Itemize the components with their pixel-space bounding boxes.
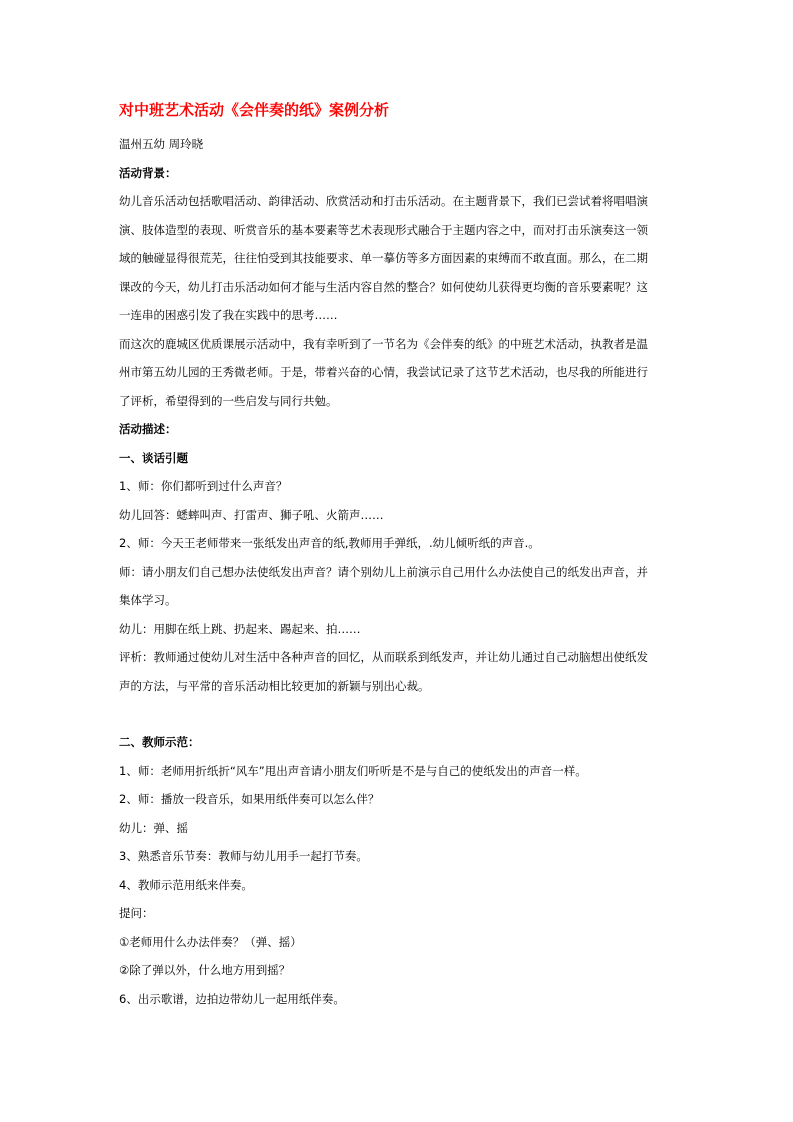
s1-answer-1: 幼儿回答：蟋蟀叫声、打雷声、狮子吼、火箭声……: [119, 507, 384, 522]
background-paragraph-1: [119, 187, 679, 330]
section-2-heading: 二、教师示范：: [119, 735, 200, 749]
paragraph-line: 课改的今天，幼儿打击乐活动如何才能与生活内容自然的整合？如何使幼儿获得更均衡的音乐要素呢？这: [119, 279, 648, 294]
paragraph-line: 演、肢体造型的表现、听赏音乐的基本要素等艺术表现形式融合于主题内容之中，而对打击乐演奏这一领: [119, 222, 648, 237]
paragraph-line: 一连串的困惑引发了我在实践中的思考……: [119, 308, 338, 322]
s1-question-3: [119, 558, 679, 615]
paragraph-line: 评析：教师通过使幼儿对生活中各种声音的回忆，从而联系到纸发声，并让幼儿通过自己动脑想出使纸发: [119, 650, 648, 664]
s2-ask-label: 提问：: [119, 906, 154, 920]
document-title: 对中班艺术活动《会伴奏的纸》案例分析: [119, 101, 390, 119]
paragraph-line: 声的方法，与平常的音乐活动相比较更加的新颖与别出心裁。: [119, 678, 430, 693]
document-page: [119, 100, 679, 1013]
paragraph-line: 了评析，希望得到的一些启发与同行共勉。: [119, 393, 338, 408]
s2-answer-2: 幼儿：弹、摇: [119, 820, 188, 835]
paragraph-line: 州市第五幼儿园的王秀微老师。于是，带着兴奋的心情，我尝试记录了这节艺术活动，也尽我的所能进行: [119, 365, 648, 379]
section-1-heading: 一、谈话引题: [119, 450, 188, 465]
paragraph-line: 师：请小朋友们自己想办法使纸发出声音？请个别幼儿上前演示自己用什么办法使自己的纸发出声音，并: [119, 564, 648, 579]
background-paragraph-2: [119, 330, 679, 416]
paragraph-line: 域的触碰显得很荒芜，往往怕受到其技能要求、单一摹仿等多方面因素的束缚而不敢直面。那么，在二期: [119, 251, 648, 265]
s2-ask-question-2: ②除了弹以外，什么地方用到摇？: [119, 963, 291, 977]
background-heading: 活动背景：: [119, 165, 177, 180]
s2-step-1: 1、师：老师用折纸折“风车”甩出声音请小朋友们听听是不是与自己的使纸发出的声音一样。: [119, 763, 587, 778]
paragraph-line: 幼儿音乐活动包括歌唱活动、韵律活动、欣赏活动和打击乐活动。在主题背景下，我们已尝试着将唱唱演: [119, 194, 648, 208]
s2-step-3: 3、熟悉音乐节奏：教师与幼儿用手一起打节奏。: [119, 849, 368, 863]
author-line: 温州五幼 周玲晓: [119, 137, 204, 151]
s1-comment: [119, 643, 679, 700]
description-heading: 活动描述：: [119, 422, 177, 436]
s1-answer-3: 幼儿：用脚在纸上跳、扔起来、踢起来、拍……: [119, 621, 361, 636]
blank-line: [119, 700, 679, 728]
s1-question-1: 1、师：你们都听到过什么声音？: [119, 479, 288, 493]
s2-step-2: 2、师：播放一段音乐，如果用纸伴奏可以怎么伴？: [119, 792, 380, 806]
s2-step-6: 6、出示歌谱，边拍边带幼儿一起用纸伴奏。: [119, 991, 345, 1006]
s1-question-2: 2、师：今天王老师带来一张纸发出声音的纸,教师用手弹纸，.幼儿倾听纸的声音.。: [119, 536, 540, 550]
s2-ask-question-1: ①老师用什么办法伴奏？（弹、摇）: [119, 934, 302, 949]
paragraph-line: 而这次的鹿城区优质课展示活动中，我有幸听到了一节名为《会伴奏的纸》的中班艺术活动，执教者是温: [119, 336, 648, 351]
paragraph-line: 集体学习。: [119, 593, 177, 607]
s2-step-4: 4、教师示范用纸来伴奏。: [119, 877, 253, 892]
